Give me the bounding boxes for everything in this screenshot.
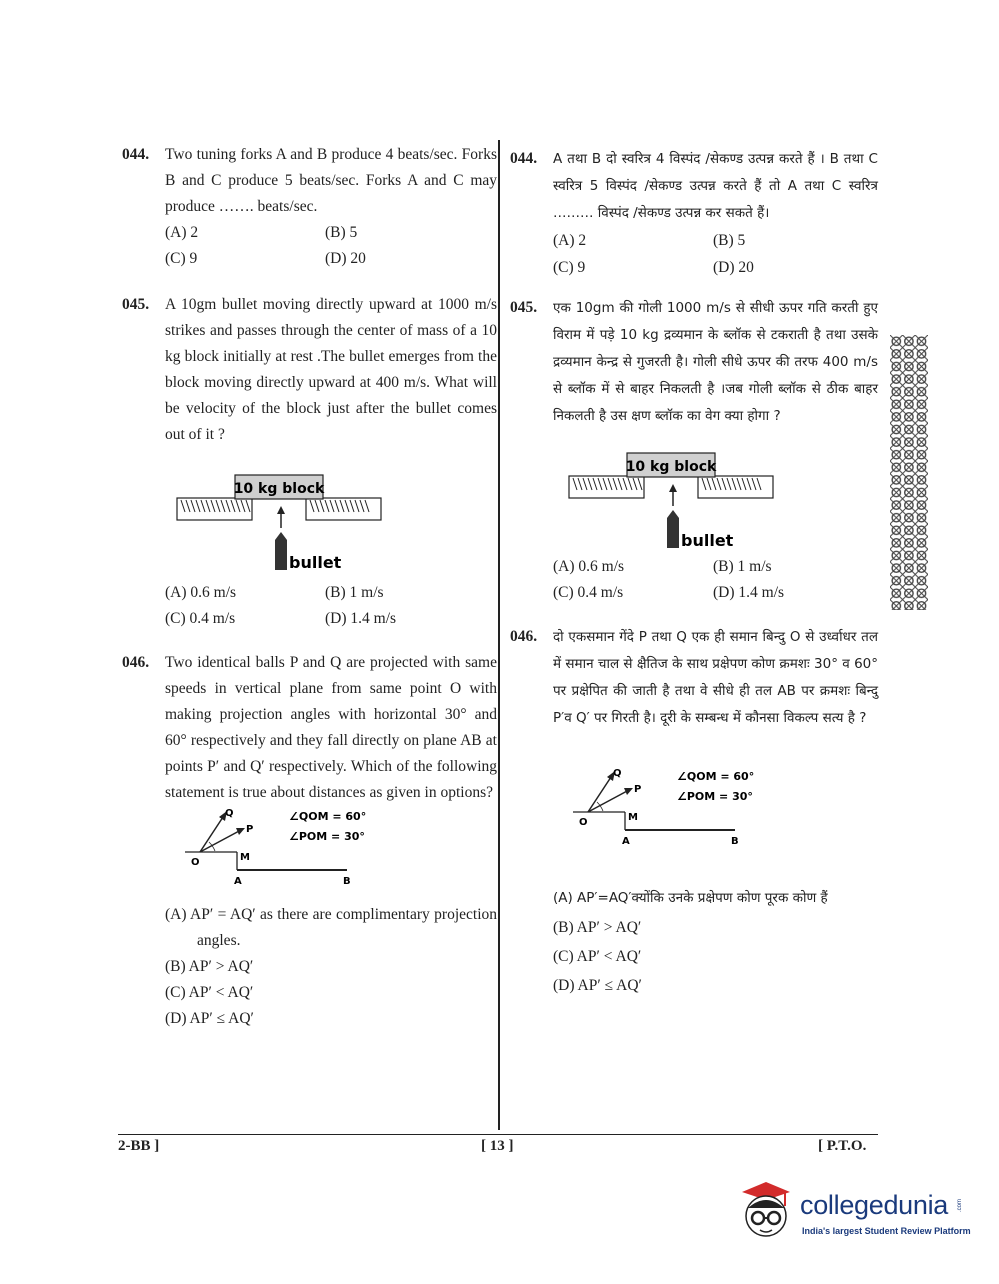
question-number: 044.: [122, 146, 150, 163]
angle-qom: ∠QOM = 60°: [289, 810, 367, 823]
option-a: (A) 0.6 m/s: [553, 558, 625, 575]
label-a: A: [622, 836, 630, 847]
option-b: (B) 1 m/s: [713, 558, 772, 575]
label-b: B: [731, 836, 739, 847]
option-d: (D) AP′ ≤ AQ′: [165, 1010, 254, 1027]
angle-pom: ∠POM = 30°: [677, 790, 753, 803]
pto-label: [ P.T.O.: [818, 1138, 867, 1154]
option-a: (A) AP′ = AQ′ as there are complimentary projection angles.: [165, 906, 497, 949]
question-44-en: [122, 142, 497, 272]
options: [165, 580, 497, 632]
question-45-en: [122, 292, 497, 632]
label-o: O: [191, 857, 200, 868]
question-46-hi: [510, 624, 878, 1000]
footer-code: 2-BB ]: [118, 1138, 160, 1154]
option-c: (C) 9: [553, 259, 586, 276]
label-b: B: [343, 876, 351, 887]
option-a: (A) 2: [165, 224, 199, 241]
question-text: A तथा B दो स्वरित्र 4 विस्पंद /सेकण्ड उत्पन्न करते हैं । B तथा C स्वरित्र 5 विस्पंद /सेकण्ड उत्पन्न करते हैं तो A तथा C स्वरित्र ……… विस्पंद /सेकण्ड उत्पन्न कर सकते हैं।: [553, 151, 878, 221]
block-label: 10 kg block: [233, 481, 325, 497]
projectile-figure: [563, 768, 803, 858]
footer-rule: [118, 1134, 878, 1135]
block-bullet-figure: [549, 438, 879, 550]
label-p: P: [246, 824, 254, 835]
logo-tagline: India's largest Student Review Platform: [802, 1226, 971, 1236]
options: [553, 554, 878, 606]
logo-name: collegedunia: [800, 1190, 949, 1220]
question-text: एक 10gm की गोली 1000 m/s से सीधी ऊपर गति करती हुए विराम में पड़े 10 kg द्रव्यमान के ब्लॉक से टकराती है तथा उसके द्रव्यमान केन्द्र से गुजरती है। गोली सीधे ऊपर की तरफ 400 m/s से ब्लॉक में से बाहर निकलती है ।जब गोली ब्लॉक से ठीक बाहर निकलती है उस क्षण ब्लॉक का वेग क्या होगा ?: [553, 300, 878, 424]
column-divider: [498, 140, 500, 1130]
option-b: (B) AP′ > AQ′: [165, 958, 254, 975]
options: [165, 902, 497, 1032]
option-c: (C) 0.4 m/s: [553, 584, 624, 601]
angle-pom: ∠POM = 30°: [289, 830, 365, 843]
question-number: 046.: [122, 654, 150, 671]
question-44-hi: [510, 146, 878, 281]
label-m: M: [628, 812, 638, 823]
right-column: [510, 140, 878, 1000]
question-46-en: [122, 650, 497, 1032]
block-bullet-figure: [157, 460, 487, 572]
question-number: 045.: [122, 296, 150, 313]
label-q: Q: [613, 768, 622, 779]
option-d: (D) 1.4 m/s: [713, 584, 785, 601]
option-d: (D) 20: [325, 250, 366, 267]
option-d: (D) 20: [713, 259, 754, 276]
question-number: 046.: [510, 628, 538, 645]
option-a: (A) 2: [553, 232, 587, 249]
left-column: [122, 140, 497, 1032]
bullet-label: bullet: [289, 553, 342, 572]
options: [553, 884, 878, 1000]
option-a: (A) 0.6 m/s: [165, 584, 237, 601]
bullet-label: bullet: [681, 531, 734, 550]
question-text: दो एकसमान गेंदे P तथा Q एक ही समान बिन्दु O से उर्ध्वाधर तल में समान चाल से क्षैतिज के साथ प्रक्षेपण कोण क्रमशः 30° व 60° पर प्रक्षेपित की जाती है तथा वे सीधे ही तल AB पर क्रमशः बिन्दु P′व Q′ पर गिरती है। दूरी के सम्बन्ध में कौनसा विकल्प सत्य है ?: [553, 629, 878, 726]
angle-qom: ∠QOM = 60°: [677, 770, 755, 783]
page-number: [ 13 ]: [481, 1138, 514, 1154]
bullet-shape: [667, 510, 679, 548]
option-c: (C) AP′ < AQ′: [165, 984, 254, 1001]
label-p: P: [634, 784, 642, 795]
question-text: A 10gm bullet moving directly upward at 1000 m/s strikes and passes through the center of mass of a 10 kg block initially at rest .The bullet emerges from the block moving directly upward at 400 m/s. What will be velocity of the block just after the bullet comes out of it ?: [165, 296, 497, 443]
arrow-up-icon: [277, 506, 285, 514]
option-b: (B) 1 m/s: [325, 584, 384, 601]
label-a: A: [234, 876, 242, 887]
question-number: 044.: [510, 150, 538, 167]
side-pattern-decoration: [890, 335, 928, 610]
option-a: (A) AP′=AQ′क्योंकि उनके प्रक्षेपण कोण पूरक कोण हैं: [553, 890, 828, 906]
question-text: Two identical balls P and Q are projected with same speeds in vertical plane from same point O with making projection angles with horizontal 30° and 60° respectively and they fall directly on plane AB at points P′ and Q′ respectively. Which of the following statement is true about distances as given in options?: [165, 654, 497, 801]
label-o: O: [579, 817, 588, 828]
question-text: Two tuning forks A and B produce 4 beats/sec. Forks B and C produce 5 beats/sec. Forks A and C may produce ……. beats/sec.: [165, 146, 497, 215]
question-45-hi: [510, 295, 878, 606]
block-label: 10 kg block: [625, 459, 717, 475]
option-c: (C) 0.4 m/s: [165, 610, 236, 627]
label-q: Q: [225, 808, 234, 819]
label-m: M: [240, 852, 250, 863]
arrow-up-icon: [669, 484, 677, 492]
option-d: (D) AP′ ≤ AQ′: [553, 977, 642, 994]
projectile-figure: [175, 808, 415, 898]
question-number: 045.: [510, 299, 538, 316]
logo-suffix: .com: [957, 1198, 963, 1212]
bullet-shape: [275, 532, 287, 570]
option-b: (B) 5: [713, 232, 746, 249]
option-d: (D) 1.4 m/s: [325, 610, 397, 627]
option-c: (C) AP′ < AQ′: [553, 948, 642, 965]
options: [553, 227, 878, 281]
options: [165, 220, 497, 272]
option-b: (B) AP′ > AQ′: [553, 919, 642, 936]
option-b: (B) 5: [325, 224, 358, 241]
option-c: (C) 9: [165, 250, 198, 267]
